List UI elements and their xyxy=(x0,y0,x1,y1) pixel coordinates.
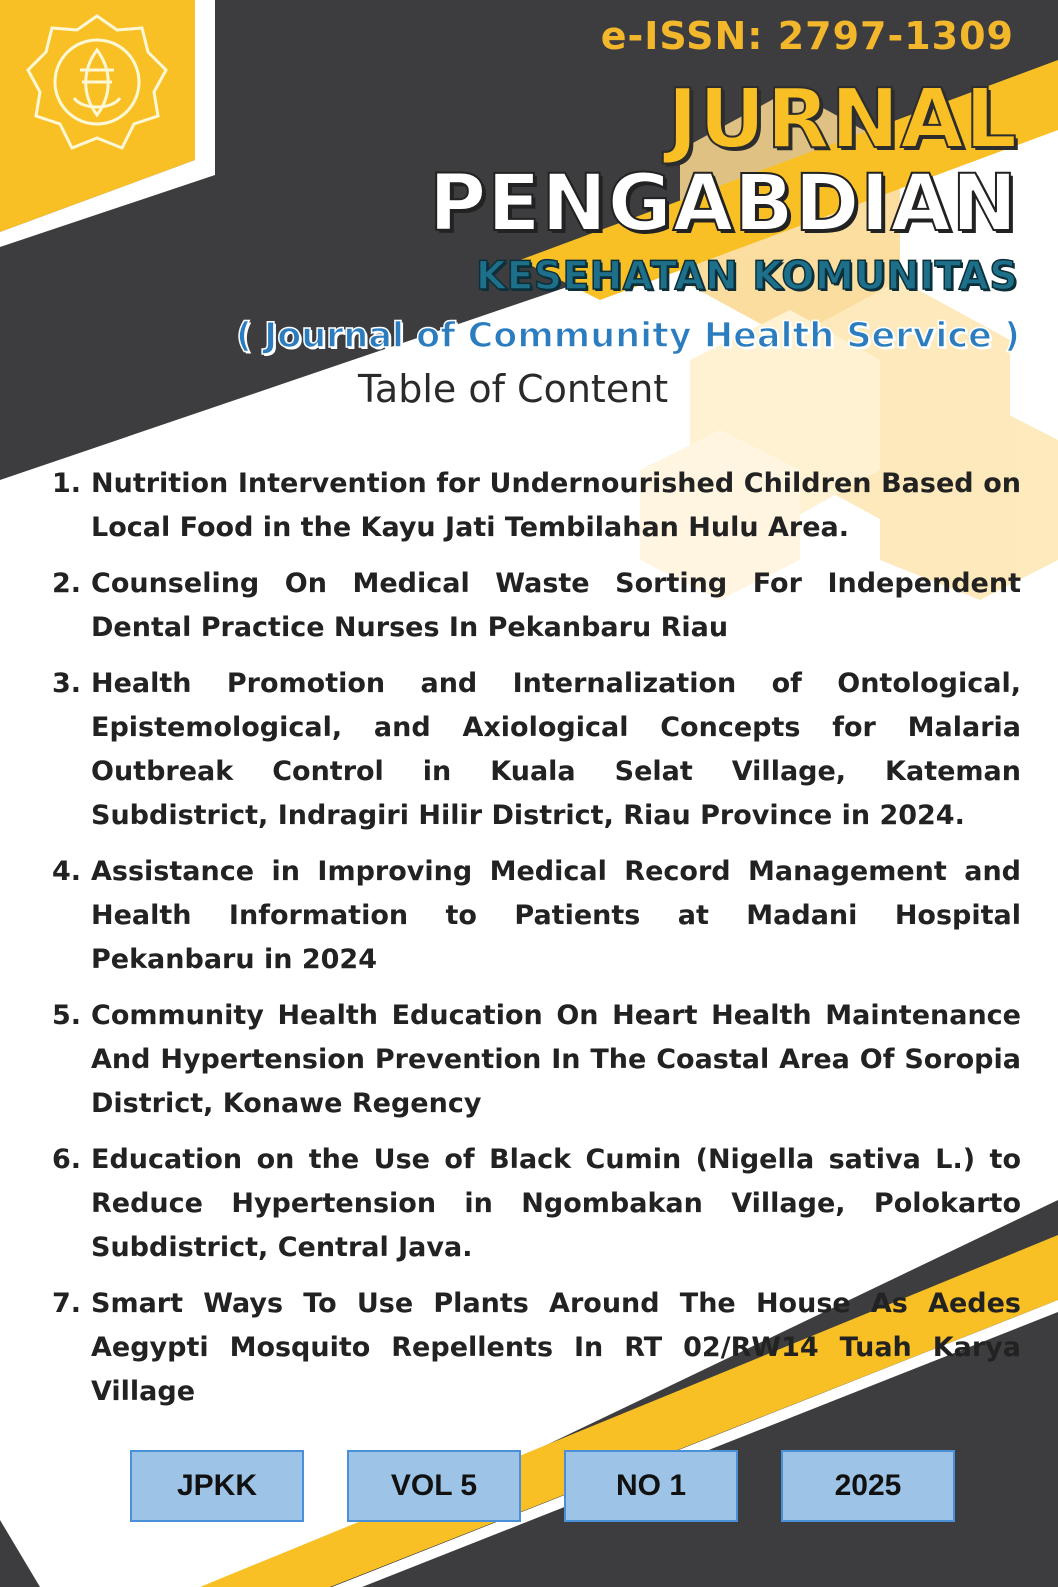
footer-year-box: 2025 xyxy=(781,1450,955,1522)
bottom-left-gray-corner xyxy=(0,1520,40,1587)
article-number: 1. xyxy=(52,468,82,499)
article-item[interactable] xyxy=(48,662,1021,838)
article-item[interactable] xyxy=(48,462,1021,550)
journal-title-line1: JURNAL xyxy=(667,72,1018,167)
article-title: Community Health Education On Heart Health Maintenance And Hypertension Prevention In The Coastal Area Of Soropia District, Konawe Regency xyxy=(91,1000,1021,1119)
article-number: 5. xyxy=(52,1000,82,1031)
article-item[interactable] xyxy=(48,562,1021,650)
article-number: 7. xyxy=(52,1288,82,1319)
toc-heading: Table of Content xyxy=(358,367,669,411)
article-item[interactable] xyxy=(48,1282,1021,1414)
article-title: Nutrition Intervention for Undernourished Children Based on Local Food in the Kayu Jati Tembilahan Hulu Area. xyxy=(91,468,1021,543)
journal-title-line3: KESEHATAN KOMUNITAS xyxy=(476,254,1018,299)
footer-volume-box: VOL 5 xyxy=(347,1450,521,1522)
article-item[interactable] xyxy=(48,1138,1021,1270)
article-number: 3. xyxy=(52,668,82,699)
article-title: Assistance in Improving Medical Record Management and Health Information to Patients at Madani Hospital Pekanbaru in 2024 xyxy=(91,856,1021,975)
article-number: 4. xyxy=(52,856,82,887)
article-title: Education on the Use of Black Cumin (Nigella sativa L.) to Reduce Hypertension in Ngombakan Village, Polokarto Subdistrict, Central Java. xyxy=(91,1144,1021,1263)
article-number: 6. xyxy=(52,1144,82,1175)
article-item[interactable] xyxy=(48,850,1021,982)
article-list xyxy=(48,462,1021,1426)
footer-number-box: NO 1 xyxy=(564,1450,738,1522)
article-title: Counseling On Medical Waste Sorting For Independent Dental Practice Nurses In Pekanbaru Riau xyxy=(91,568,1021,643)
article-item[interactable] xyxy=(48,994,1021,1126)
footer-journal-abbr-box: JPKK xyxy=(130,1450,304,1522)
article-title: Health Promotion and Internalization of Ontological, Epistemological, and Axiological Concepts for Malaria Outbreak Control in Kuala Selat Village, Kateman Subdistrict, Indragiri Hilir District, Riau Province in 2024. xyxy=(91,668,1021,831)
article-title: Smart Ways To Use Plants Around The House As Aedes Aegypti Mosquito Repellents In RT 02/RW14 Tuah Karya Village xyxy=(91,1288,1021,1407)
journal-title-line2: PENGABDIAN xyxy=(429,159,1018,249)
issn-label: e-ISSN: 2797-1309 xyxy=(600,14,1014,58)
article-number: 2. xyxy=(52,568,82,599)
journal-subtitle: ( Journal of Community Health Service ) xyxy=(236,316,1020,356)
ministry-emblem-logo xyxy=(22,10,172,160)
